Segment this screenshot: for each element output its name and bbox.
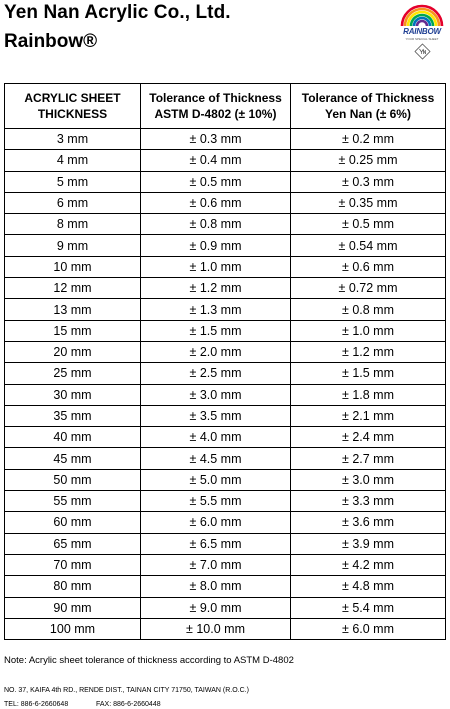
cell-astm-tolerance: ± 6.5 mm [141, 533, 291, 554]
cell-astm-tolerance: ± 1.0 mm [141, 256, 291, 277]
cell-astm-tolerance: ± 5.5 mm [141, 491, 291, 512]
cell-yennan-tolerance: ± 3.6 mm [291, 512, 446, 533]
cell-astm-tolerance: ± 6.0 mm [141, 512, 291, 533]
cell-astm-tolerance: ± 3.5 mm [141, 405, 291, 426]
table-row [5, 533, 446, 554]
header-line: THICKNESS [37, 107, 108, 121]
header-astm-tolerance [141, 84, 291, 129]
cell-astm-tolerance: ± 2.0 mm [141, 341, 291, 362]
cell-thickness: 4 mm [5, 150, 141, 171]
cell-thickness: 55 mm [5, 491, 141, 512]
cell-astm-tolerance: ± 0.5 mm [141, 171, 291, 192]
cell-astm-tolerance: ± 4.5 mm [141, 448, 291, 469]
table-row [5, 554, 446, 575]
cell-yennan-tolerance: ± 4.2 mm [291, 554, 446, 575]
cell-astm-tolerance: ± 7.0 mm [141, 554, 291, 575]
cell-thickness: 9 mm [5, 235, 141, 256]
table-row [5, 341, 446, 362]
cell-astm-tolerance: ± 4.0 mm [141, 427, 291, 448]
cell-astm-tolerance: ± 9.0 mm [141, 597, 291, 618]
cell-astm-tolerance: ± 0.3 mm [141, 129, 291, 150]
header-yennan-tolerance [291, 84, 446, 129]
cell-yennan-tolerance: ± 1.0 mm [291, 320, 446, 341]
table-row [5, 427, 446, 448]
yn-mark-icon [414, 43, 431, 60]
company-address: NO. 37, KAIFA 4th RD., RENDE DIST., TAINAN CITY 71750, TAIWAN (R.O.C.) [4, 687, 249, 694]
header-line: ASTM D-4802 (± 10%) [154, 107, 277, 121]
header-line: Tolerance of Thickness [301, 91, 435, 105]
cell-yennan-tolerance: ± 0.25 mm [291, 150, 446, 171]
cell-yennan-tolerance: ± 0.6 mm [291, 256, 446, 277]
table-row [5, 278, 446, 299]
table-row [5, 320, 446, 341]
tolerance-table [4, 83, 446, 640]
company-name: Yen Nan Acrylic Co., Ltd. [4, 2, 231, 23]
table-row [5, 448, 446, 469]
cell-astm-tolerance: ± 0.9 mm [141, 235, 291, 256]
brand-name: Rainbow® [4, 31, 98, 52]
cell-yennan-tolerance: ± 4.8 mm [291, 576, 446, 597]
cell-yennan-tolerance: ± 3.0 mm [291, 469, 446, 490]
cell-thickness: 6 mm [5, 192, 141, 213]
cell-thickness: 30 mm [5, 384, 141, 405]
table-row [5, 405, 446, 426]
cell-thickness: 13 mm [5, 299, 141, 320]
cell-astm-tolerance: ± 1.5 mm [141, 320, 291, 341]
cell-yennan-tolerance: ± 0.35 mm [291, 192, 446, 213]
company-tel: TEL: 886-6-2660648 [4, 701, 69, 708]
table-row [5, 129, 446, 150]
cell-yennan-tolerance: ± 2.4 mm [291, 427, 446, 448]
table-row [5, 597, 446, 618]
table-row [5, 512, 446, 533]
cell-thickness: 5 mm [5, 171, 141, 192]
table-row [5, 192, 446, 213]
cell-yennan-tolerance: ± 0.8 mm [291, 299, 446, 320]
table-header-row [5, 84, 446, 129]
cell-yennan-tolerance: ± 2.7 mm [291, 448, 446, 469]
cell-yennan-tolerance: ± 0.3 mm [291, 171, 446, 192]
cell-thickness: 8 mm [5, 214, 141, 235]
table-row [5, 384, 446, 405]
cell-thickness: 35 mm [5, 405, 141, 426]
cell-yennan-tolerance: ± 6.0 mm [291, 618, 446, 639]
table-row [5, 363, 446, 384]
table-row [5, 576, 446, 597]
cell-yennan-tolerance: ± 3.3 mm [291, 491, 446, 512]
cell-astm-tolerance: ± 0.6 mm [141, 192, 291, 213]
cell-thickness: 60 mm [5, 512, 141, 533]
table-row [5, 235, 446, 256]
cell-thickness: 25 mm [5, 363, 141, 384]
cell-thickness: 45 mm [5, 448, 141, 469]
cell-astm-tolerance: ± 1.2 mm [141, 278, 291, 299]
cell-yennan-tolerance: ± 3.9 mm [291, 533, 446, 554]
cell-yennan-tolerance: ± 2.1 mm [291, 405, 446, 426]
cell-thickness: 10 mm [5, 256, 141, 277]
table-row [5, 171, 446, 192]
cell-astm-tolerance: ± 0.4 mm [141, 150, 291, 171]
cell-astm-tolerance: ± 2.5 mm [141, 363, 291, 384]
header-line: ACRYLIC SHEET [24, 91, 121, 105]
cell-thickness: 12 mm [5, 278, 141, 299]
cell-yennan-tolerance: ± 0.5 mm [291, 214, 446, 235]
cell-thickness: 3 mm [5, 129, 141, 150]
cell-yennan-tolerance: ± 1.2 mm [291, 341, 446, 362]
cell-astm-tolerance: ± 3.0 mm [141, 384, 291, 405]
table-row [5, 256, 446, 277]
cell-thickness: 65 mm [5, 533, 141, 554]
table-row [5, 214, 446, 235]
table-row [5, 299, 446, 320]
cell-thickness: 50 mm [5, 469, 141, 490]
cell-yennan-tolerance: ± 1.5 mm [291, 363, 446, 384]
company-fax: FAX: 886-6-2660448 [96, 701, 161, 708]
cell-astm-tolerance: ± 8.0 mm [141, 576, 291, 597]
cell-yennan-tolerance: ± 0.2 mm [291, 129, 446, 150]
cell-thickness: 80 mm [5, 576, 141, 597]
cell-thickness: 40 mm [5, 427, 141, 448]
cell-astm-tolerance: ± 5.0 mm [141, 469, 291, 490]
table-row [5, 469, 446, 490]
cell-thickness: 15 mm [5, 320, 141, 341]
rainbow-logo [397, 2, 447, 64]
logo-subtext: YOUR SPECIAL SHEET [405, 37, 439, 41]
cell-yennan-tolerance: ± 0.54 mm [291, 235, 446, 256]
table-note: Note: Acrylic sheet tolerance of thickness according to ASTM D-4802 [4, 655, 294, 666]
header-line: Yen Nan (± 6%) [325, 107, 411, 121]
cell-astm-tolerance: ± 1.3 mm [141, 299, 291, 320]
table-row [5, 618, 446, 639]
cell-yennan-tolerance: ± 0.72 mm [291, 278, 446, 299]
header-line: Tolerance of Thickness [149, 91, 282, 105]
cell-yennan-tolerance: ± 1.8 mm [291, 384, 446, 405]
header-thickness [5, 84, 141, 129]
cell-thickness: 90 mm [5, 597, 141, 618]
cell-thickness: 70 mm [5, 554, 141, 575]
cell-thickness: 20 mm [5, 341, 141, 362]
cell-astm-tolerance: ± 10.0 mm [141, 618, 291, 639]
cell-astm-tolerance: ± 0.8 mm [141, 214, 291, 235]
table-row [5, 491, 446, 512]
rainbow-arc-icon [397, 2, 447, 28]
table-row [5, 150, 446, 171]
cell-yennan-tolerance: ± 5.4 mm [291, 597, 446, 618]
logo-text: RAINBOW [403, 27, 441, 36]
cell-thickness: 100 mm [5, 618, 141, 639]
